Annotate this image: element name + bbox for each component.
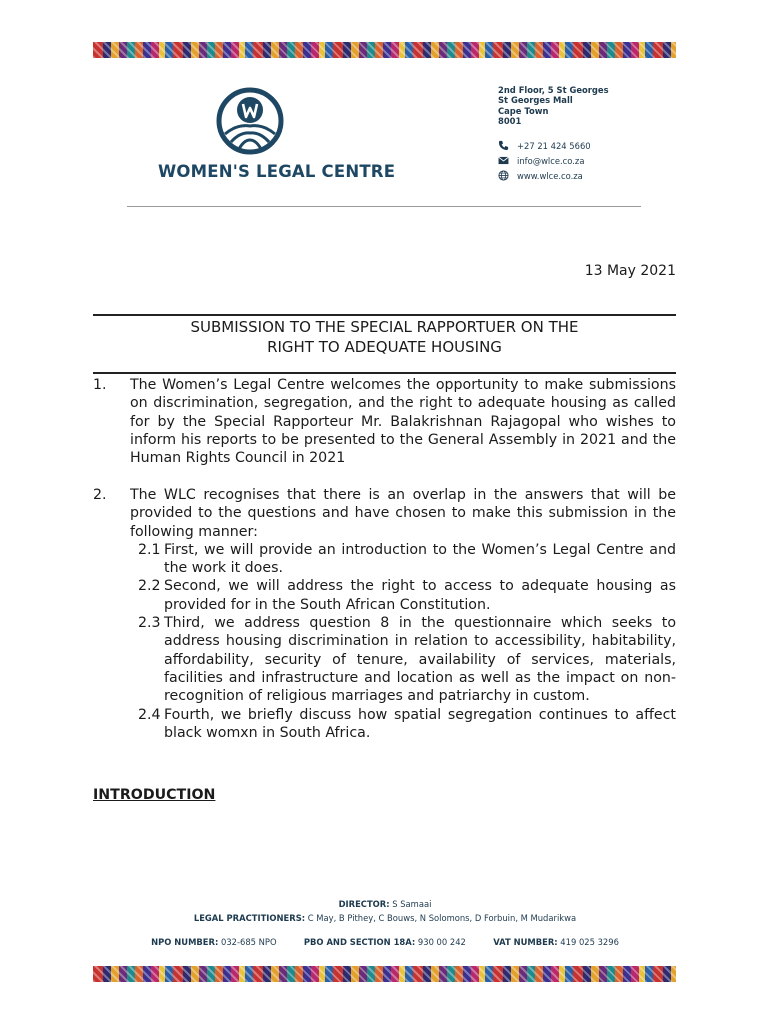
director-name: S Samaai <box>392 899 432 909</box>
subitem-text: Third, we address question 8 in the questionnaire which seeks to address housing discrimination in relation to accessibility, habitability, affordability, security of tenure, availability of services, materials, facilities and infrastructure and location as well as the impact on non-recognition of religious marriages and patriarchy in custom. <box>164 615 676 705</box>
director-label: DIRECTOR: <box>338 899 390 909</box>
letterhead-divider <box>127 206 641 207</box>
footer-practitioners <box>0 913 770 923</box>
npo-label: NPO NUMBER: <box>151 937 219 947</box>
practitioners-label: LEGAL PRACTITIONERS: <box>193 913 306 923</box>
subitem-number: 2.3 <box>138 615 161 632</box>
subitem-2-4 <box>140 706 676 743</box>
subitem-text: First, we will provide an introduction to the Women’s Legal Centre and the work it does. <box>164 541 676 577</box>
decorative-pattern-band-top <box>93 42 676 58</box>
footer-registration <box>0 937 770 947</box>
pbo-number: 930 00 242 <box>417 937 466 947</box>
address-block <box>498 85 609 127</box>
website-row <box>498 168 591 183</box>
address-line: St Georges Mall <box>498 95 573 106</box>
title-rule-top <box>93 314 676 316</box>
address-line: Cape Town <box>498 105 549 116</box>
wlc-logo <box>158 86 396 181</box>
vat-number: 419 025 3296 <box>560 937 619 947</box>
phone-number: +27 21 424 5660 <box>517 140 591 151</box>
envelope-icon <box>498 156 517 165</box>
title-line: SUBMISSION TO THE SPECIAL RAPPORTUER ON THE <box>190 318 579 336</box>
website-url: www.wlce.co.za <box>517 170 583 181</box>
practitioners-names: C May, B Pithey, C Bouws, N Solomons, D Forbuin, M Mudarikwa <box>307 913 577 923</box>
paragraph-number: 1. <box>93 377 107 393</box>
footer-director <box>0 899 770 909</box>
subitem-number: 2.1 <box>138 541 161 558</box>
address-line: 2nd Floor, 5 St Georges <box>498 85 609 95</box>
org-name: WOMEN'S LEGAL CENTRE <box>158 162 396 181</box>
document-date: 13 May 2021 <box>584 263 676 279</box>
contact-block <box>498 138 591 183</box>
subitem-number: 2.4 <box>138 706 161 723</box>
paragraph-2 <box>93 486 676 742</box>
subitem-number: 2.2 <box>138 578 161 595</box>
phone-icon <box>498 140 517 151</box>
paragraph-text: The WLC recognises that there is an overlap in the answers that will be provided to the questions and have chosen to make this submission in the following manner: <box>130 487 676 540</box>
subitem-2-1 <box>140 541 676 578</box>
title-line: RIGHT TO ADEQUATE HOUSING <box>267 338 502 356</box>
subitem-2-3 <box>140 614 676 705</box>
subitem-text: Second, we will address the right to access to adequate housing as provided for in the South African Constitution. <box>164 578 676 613</box>
paragraph-text: The Women’s Legal Centre welcomes the opportunity to make submissions on discrimination, segregation, and the right to adequate housing as called for by the Special Rapporteur Mr. Balakrishnan Rajagopal who wishes to inform his reports to be presented to the General Assembly in 2021 and the Human Rights Council in 2021 <box>130 377 676 467</box>
subitem-text: Fourth, we briefly discuss how spatial segregation continues to affect black womxn in South Africa. <box>164 706 676 741</box>
wlc-emblem-icon <box>215 86 285 158</box>
email-row <box>498 153 591 168</box>
subitem-2-2 <box>140 577 676 614</box>
vat-label: VAT NUMBER: <box>493 937 558 947</box>
address-line: 8001 <box>498 116 522 127</box>
decorative-pattern-band-bottom <box>93 966 676 982</box>
email-address: info@wlce.co.za <box>517 155 585 166</box>
section-heading-introduction: INTRODUCTION <box>93 787 216 803</box>
paragraph-1 <box>93 376 676 467</box>
title-rule-bottom <box>93 372 676 374</box>
paragraph-number: 2. <box>93 487 107 503</box>
pbo-label: PBO AND SECTION 18A: <box>303 937 416 947</box>
npo-number: 032-685 NPO <box>220 937 277 947</box>
phone-row <box>498 138 591 153</box>
globe-icon <box>498 170 517 181</box>
document-title <box>93 317 676 357</box>
